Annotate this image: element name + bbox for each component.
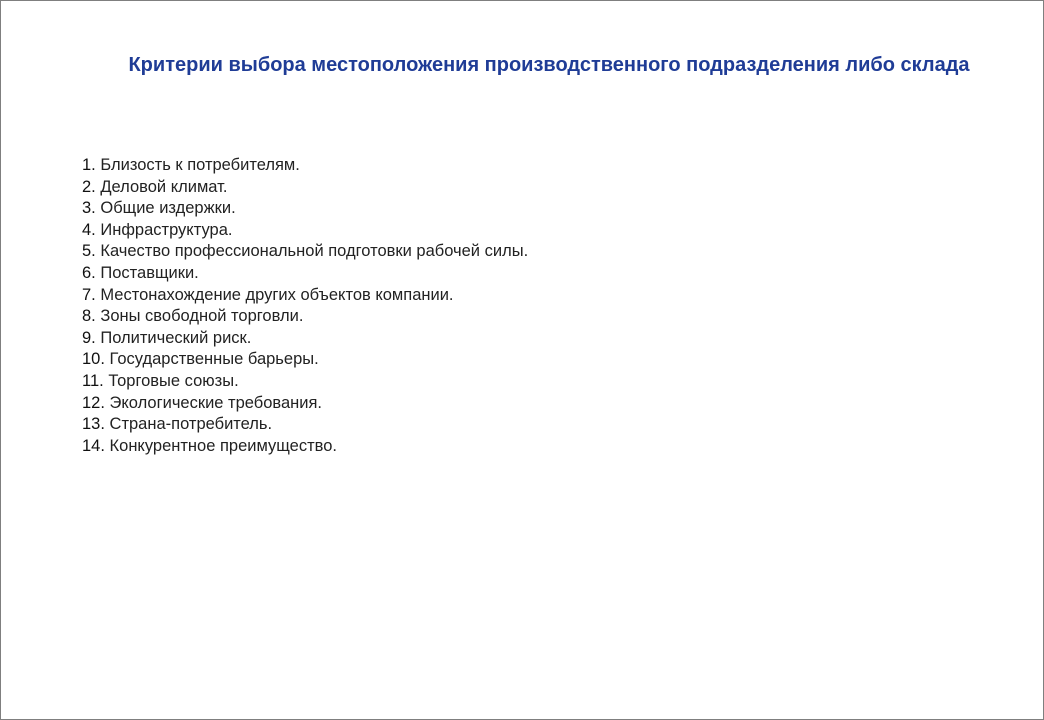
item-text: Политический риск. bbox=[100, 328, 252, 347]
item-text: Зоны свободной торговли. bbox=[100, 307, 304, 326]
item-text: Местонахождение других объектов компании. bbox=[100, 285, 454, 304]
item-number: 8. bbox=[82, 307, 96, 326]
item-text: Торговые союзы. bbox=[108, 371, 239, 390]
list-item bbox=[82, 241, 528, 263]
item-text: Поставщики. bbox=[100, 263, 199, 282]
item-number: 4. bbox=[82, 220, 96, 239]
item-text: Качество профессиональной подготовки рабочей силы. bbox=[100, 242, 529, 261]
list-item bbox=[82, 371, 528, 393]
list-item bbox=[82, 436, 528, 458]
item-text: Конкурентное преимущество. bbox=[109, 436, 337, 455]
item-text: Государственные барьеры. bbox=[109, 350, 319, 369]
item-number: 1. bbox=[82, 156, 96, 174]
list-item bbox=[82, 285, 528, 307]
item-number: 5. bbox=[82, 242, 96, 261]
item-number: 6. bbox=[82, 263, 96, 282]
item-text: Деловой климат. bbox=[100, 177, 228, 196]
item-text: Экологические требования. bbox=[109, 393, 323, 412]
list-item bbox=[82, 306, 528, 328]
item-number: 2. bbox=[82, 177, 96, 196]
list-item bbox=[82, 349, 528, 371]
criteria-list bbox=[82, 155, 528, 457]
item-number: 13. bbox=[82, 415, 105, 434]
item-text: Близость к потребителям. bbox=[100, 156, 300, 174]
list-item bbox=[82, 414, 528, 436]
item-text: Инфраструктура. bbox=[100, 220, 233, 239]
list-item bbox=[82, 328, 528, 350]
item-number: 12. bbox=[82, 393, 105, 412]
item-text: Страна-потребитель. bbox=[109, 415, 273, 434]
item-number: 7. bbox=[82, 285, 96, 304]
list-item bbox=[82, 198, 528, 220]
list-item bbox=[82, 263, 528, 285]
list-item bbox=[82, 393, 528, 415]
item-number: 10. bbox=[82, 350, 105, 369]
item-number: 9. bbox=[82, 328, 96, 347]
list-item bbox=[82, 220, 528, 242]
item-text: Общие издержки. bbox=[100, 199, 236, 218]
item-number: 14. bbox=[82, 436, 105, 455]
item-number: 11. bbox=[82, 371, 104, 390]
slide-title: Критерии выбора местоположения производственного подразделения либо склада bbox=[128, 54, 970, 76]
list-item bbox=[82, 177, 528, 199]
item-number: 3. bbox=[82, 199, 96, 218]
list-item bbox=[82, 155, 528, 177]
